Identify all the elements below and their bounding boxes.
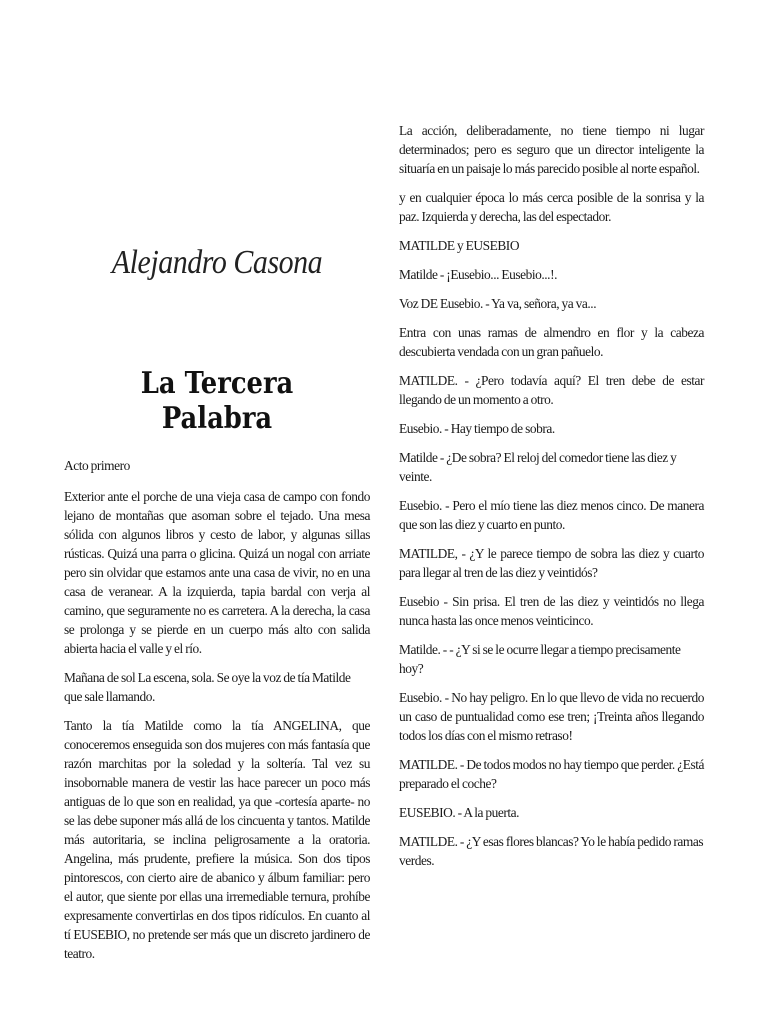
paragraph-action-note: La acción, deliberadamente, no tiene tiempo ni lugar determinados; pero es seguro que un director inteligente la situaría en un paisaje lo más parecido posible al norte español.	[399, 123, 704, 176]
scene-characters: MATILDE y EUSEBIO	[399, 238, 520, 253]
left-column	[64, 456, 370, 973]
dialogue-line: Matilde - ¿De sobra? El reloj del comedor tiene las diez y veinte.	[399, 450, 677, 484]
dialogue-line: Eusebio. - Pero el mío tiene las diez menos cinco. De manera que son las diez y cuarto en punto.	[399, 498, 704, 532]
dialogue-line: Matilde - ¡Eusebio... Eusebio...!.	[399, 267, 557, 282]
dialogue-line: Eusebio - Sin prisa. El tren de las diez y veintidós no llega nunca hasta las once menos veinticinco.	[399, 594, 704, 628]
right-column	[399, 121, 704, 880]
play-title: La Tercera Palabra	[140, 366, 294, 436]
act-heading: Acto primero	[64, 458, 130, 473]
dialogue-line: MATILDE. - ¿Pero todavía aquí? El tren debe de estar llegando de un momento a otro.	[399, 373, 704, 407]
character-description: Tanto la tía Matilde como la tía ANGELINA, que conoceremos enseguida son dos mujeres con más fantasía que razón marchitas por la soledad y la soltería. Tal vez su insobornable manera de vestir las hace parecer un poco más antiguas de lo que son en realidad, ya que -cortesía aparte- no se las debe suponer más allá de los cincuenta y tantos. Matilde más autoritaria, se inclina peligrosamente a la oratoria. Angelina, más prudente, prefiere la música. Son dos tipos pintorescos, con cierto aire de abanico y álbum familiar: pero el autor, que siente por ellas una irremediable ternura, prohíbe expresamente convertirlas en dos tipos ridículos. En cuanto al tí EUSEBIO, no pretende ser más que un discreto jardinero de teatro.	[64, 718, 370, 961]
stage-direction-morning: Mañana de sol La escena, sola. Se oye la voz de tía Matilde que sale llamando.	[64, 670, 351, 704]
dialogue-line: Matilde. - - ¿Y si se le ocurre llegar a tiempo precisamente hoy?	[399, 642, 681, 676]
dialogue-line: MATILDE. - ¿Y esas flores blancas? Yo le había pedido ramas verdes.	[399, 834, 704, 868]
stage-direction-setting: Exterior ante el porche de una vieja casa de campo con fondo lejano de montañas que asoman sobre el tejado. Una mesa sólida con algunos libros y cesto de labor, y algunas sillas rústicas. Quizá una parra o glicina. Quizá un nogal con arriate pero sin olvidar que estamos ante una casa de vivir, no en una casa de veranear. A la izquierda, tapia bardal con verja al camino, que seguramente no es carretera. A la derecha, la casa se prolonga y se pierde en un cuerpo más alto con salida abierta hacia el valle y el río.	[64, 489, 370, 656]
author-name: Alejandro Casona	[111, 244, 323, 281]
dialogue-line: Eusebio. - No hay peligro. En lo que llevo de vida no recuerdo un caso de puntualidad como ese tren; ¡Treinta años llegando todos los días con el mismo retraso!	[399, 690, 704, 743]
dialogue-line: Eusebio. - Hay tiempo de sobra.	[399, 421, 555, 436]
paragraph-orientation-note: y en cualquier época lo más cerca posible de la sonrisa y la paz. Izquierda y derecha, las del espectador.	[399, 190, 704, 224]
dialogue-line: Voz DE Eusebio. - Ya va, señora, ya va...	[399, 296, 597, 311]
dialogue-line: MATILDE. - De todos modos no hay tiempo que perder. ¿Está preparado el coche?	[399, 757, 704, 791]
dialogue-line: EUSEBIO. - A la puerta.	[399, 805, 520, 820]
dialogue-line: MATILDE, - ¿Y le parece tiempo de sobra las diez y cuarto para llegar al tren de las diez y veintidós?	[399, 546, 704, 580]
stage-direction: Entra con unas ramas de almendro en flor y la cabeza descubierta vendada con un gran pañuelo.	[399, 325, 704, 359]
